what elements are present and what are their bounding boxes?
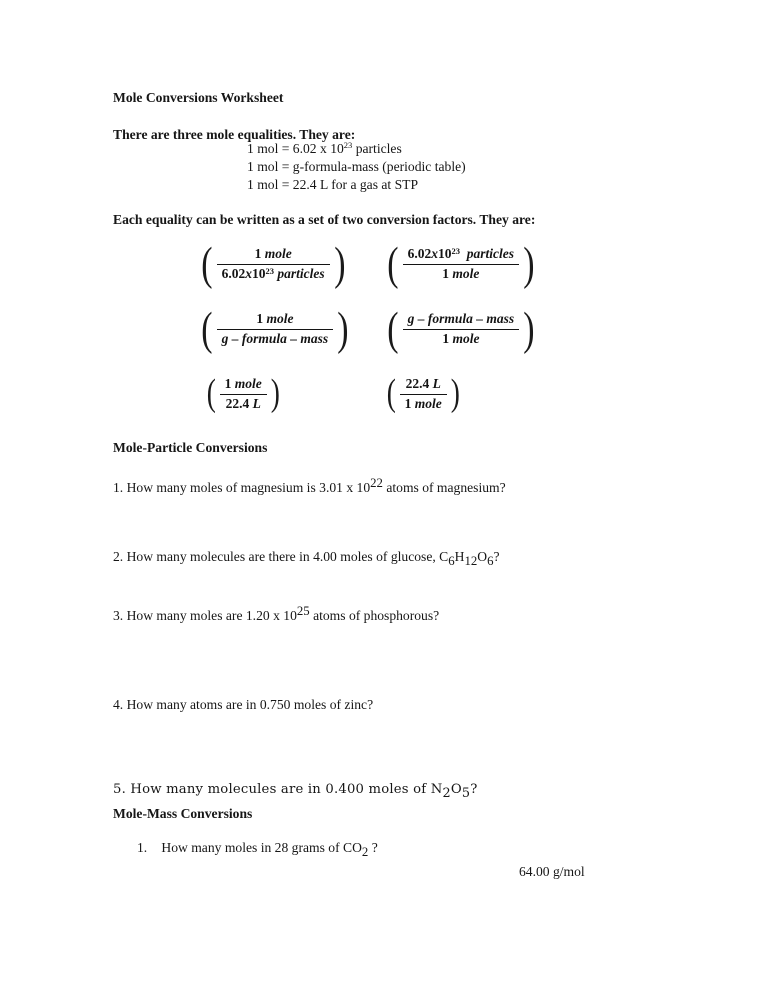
right-paren-icon: ) [337, 303, 349, 355]
left-paren-icon: ( [387, 238, 399, 290]
fraction-numerator: $6.02x10^{23}$ particles [407, 246, 515, 262]
conversion-factor-5 [205, 372, 281, 415]
fraction-numerator: 1 mole [224, 376, 262, 391]
left-paren-icon: ( [201, 238, 213, 290]
fraction-bar [403, 329, 520, 330]
fraction-stack [398, 376, 449, 412]
question-5: 5. How many molecules are in 0.400 moles of $N_2O_5$? [113, 782, 478, 801]
fraction-stack [401, 311, 522, 347]
fraction-denominator: g – formula – mass [221, 331, 329, 347]
left-paren-icon: ( [386, 372, 396, 415]
conversion-factor-1 [199, 238, 347, 290]
factors-heading: Each equality can be written as a set of two conversion factors. They are: [113, 212, 536, 227]
fraction-denominator: 22.4 L [225, 396, 261, 411]
equality-line-3: 1 mol = 22.4 L for a gas at STP [247, 177, 419, 192]
fraction-stack [401, 246, 521, 282]
item-text: How many moles in 28 grams of $CO_2$ ? [161, 840, 378, 859]
fraction-numerator: 1 mole [254, 246, 292, 262]
fraction-bar [220, 394, 267, 395]
fraction-stack [218, 376, 269, 412]
question-1: 1. How many moles of magnesium is 3.01 x $10^{22}$ atoms of magnesium? [113, 476, 506, 495]
equalities-list [247, 140, 466, 194]
fraction-stack [215, 246, 332, 282]
fraction-denominator: $6.02x10^{23}$ particles [221, 266, 325, 282]
item-number: 1. [137, 840, 148, 855]
mole-mass-heading: Mole-Mass Conversions [113, 806, 253, 821]
fraction-numerator: 22.4 L [405, 376, 441, 391]
mole-mass-item-1 [137, 840, 378, 859]
question-3: 3. How many moles are 1.20 x $10^{25}$ atoms of phosphorous? [113, 604, 440, 623]
fraction-numerator: g – formula – mass [407, 311, 515, 327]
question-2: 2. How many molecules are there in 4.00 moles of glucose, $C_6H_{12}O_6$? [113, 549, 500, 568]
fraction-bar [217, 329, 334, 330]
equality-line-2: 1 mol = g-formula-mass (periodic table) [247, 159, 466, 174]
right-paren-icon: ) [270, 372, 280, 415]
fraction-denominator: 1 mole [442, 331, 480, 347]
left-paren-icon: ( [206, 372, 216, 415]
fraction-bar [403, 264, 519, 265]
right-paren-icon: ) [523, 238, 535, 290]
molar-mass-note: 64.00 g/mol [519, 864, 585, 879]
fraction-denominator: 1 mole [442, 266, 480, 282]
mole-particle-heading: Mole-Particle Conversions [113, 440, 268, 455]
conversion-factor-3 [199, 303, 351, 355]
equality-line-1: 1 mol = 6.02 x $10^{23}$ particles [247, 140, 402, 156]
left-paren-icon: ( [201, 303, 213, 355]
right-paren-icon: ) [450, 372, 460, 415]
fraction-numerator: 1 mole [256, 311, 294, 327]
question-4: 4. How many atoms are in 0.750 moles of zinc? [113, 697, 374, 712]
left-paren-icon: ( [387, 303, 399, 355]
conversion-factor-2 [385, 238, 537, 290]
right-paren-icon: ) [333, 238, 346, 290]
conversion-factor-4 [385, 303, 537, 355]
right-paren-icon: ) [523, 303, 535, 355]
conversion-factor-6 [385, 372, 461, 415]
page-title: Mole Conversions Worksheet [113, 90, 284, 105]
fraction-denominator: 1 mole [404, 396, 442, 411]
fraction-stack [215, 311, 336, 347]
fraction-bar [400, 394, 447, 395]
equalities-heading: There are three mole equalities. They are: [113, 127, 356, 142]
